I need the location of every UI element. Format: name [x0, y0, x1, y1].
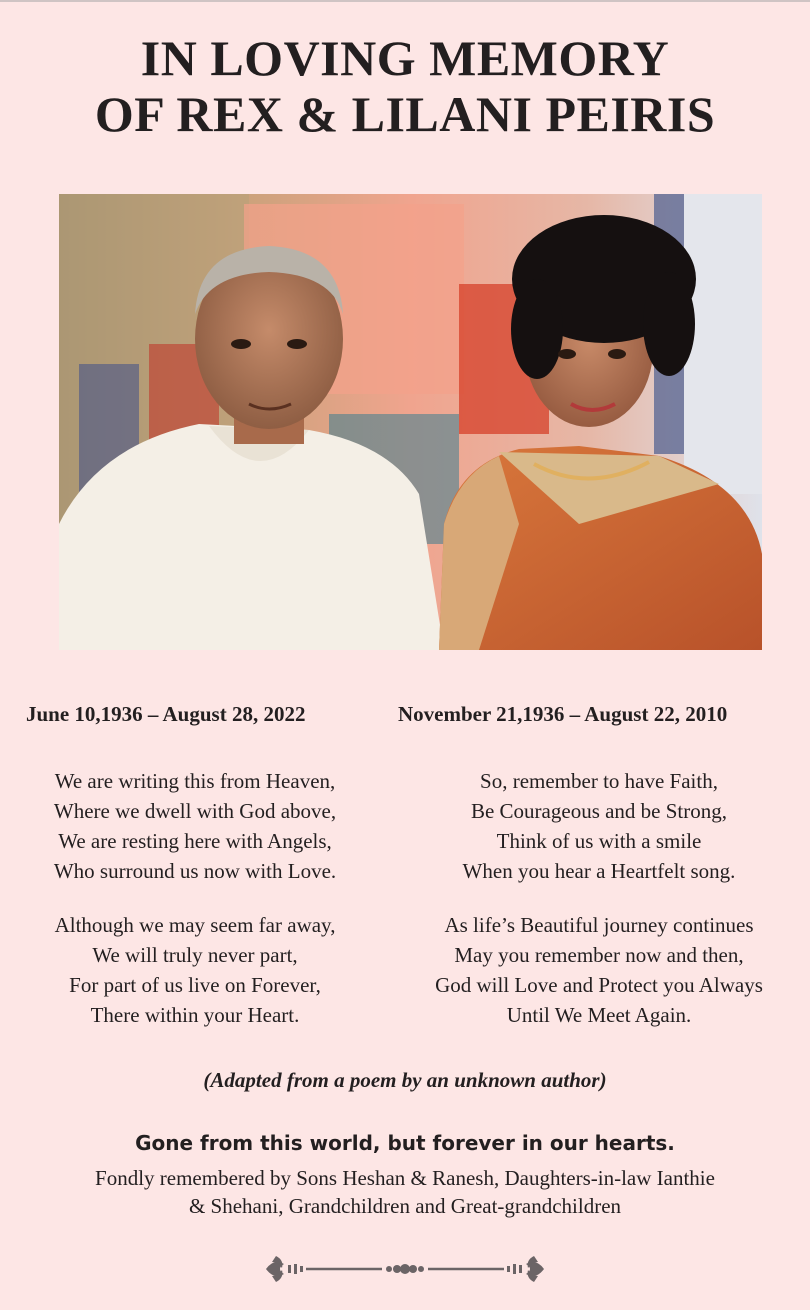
- poem-line: Who surround us now with Love.: [53, 859, 337, 883]
- remembered-by-line-1: Fondly remembered by Sons Heshan & Ranesh, Daughters-in-law Ianthie: [95, 1166, 715, 1190]
- couple-portrait-photo: [59, 194, 762, 650]
- poem-line: When you hear a Heartfelt song.: [462, 859, 736, 883]
- poem-stanza-3: [404, 766, 794, 886]
- title-line-1: IN LOVING MEMORY: [140, 30, 670, 86]
- remembered-by-line-2: & Shehani, Grandchildren and Great-grandchildren: [188, 1194, 622, 1218]
- poem-credit: (Adapted from a poem by an unknown author): [203, 1068, 607, 1092]
- top-border: [0, 0, 810, 2]
- lilani-dates: November 21,1936 – August 22, 2010: [398, 702, 728, 726]
- poem-line: We are writing this from Heaven,: [54, 769, 336, 793]
- poem-line: God will Love and Protect you Always: [435, 973, 763, 997]
- poem-line: Until We Meet Again.: [506, 1003, 692, 1027]
- page-title: [0, 30, 810, 142]
- rex-dates: June 10,1936 – August 28, 2022: [26, 702, 306, 726]
- remembered-by: [30, 1164, 780, 1220]
- floral-divider-ornament: [262, 1248, 548, 1295]
- tagline: Gone from this world, but forever in our hearts.: [135, 1131, 675, 1155]
- poem-line: Be Courageous and be Strong,: [470, 799, 728, 823]
- poem-line: As life’s Beautiful journey continues: [444, 913, 754, 937]
- poem-line: Think of us with a smile: [496, 829, 702, 853]
- poem-line: Although we may seem far away,: [54, 913, 336, 937]
- poem-line: For part of us live on Forever,: [69, 973, 321, 997]
- poem-stanza-4: [404, 910, 794, 1030]
- poem-line: There within your Heart.: [90, 1003, 300, 1027]
- title-line-2: OF REX & LILANI PEIRIS: [94, 86, 716, 142]
- poem-stanza-2: [24, 910, 366, 1030]
- poem-stanza-1: [24, 766, 366, 886]
- poem-line: We will truly never part,: [92, 943, 298, 967]
- poem-line: So, remember to have Faith,: [480, 769, 718, 793]
- poem-line: Where we dwell with God above,: [53, 799, 337, 823]
- poem-line: We are resting here with Angels,: [58, 829, 332, 853]
- poem-line: May you remember now and then,: [454, 943, 744, 967]
